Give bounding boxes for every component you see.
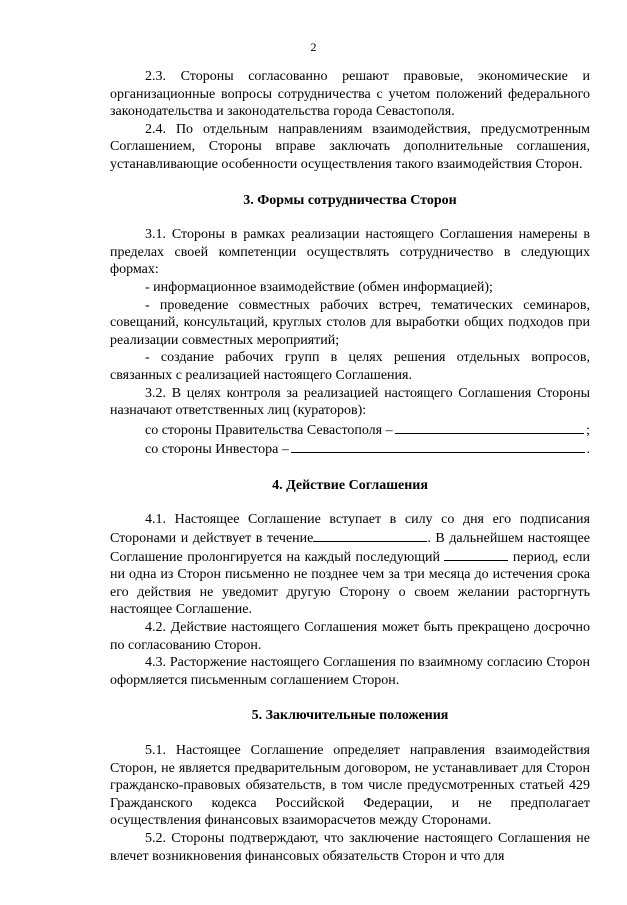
curator-government-label: со стороны Правительства Севастополя – xyxy=(145,422,393,438)
curator-government-line xyxy=(110,420,590,440)
curator-investor-line xyxy=(110,439,590,459)
document-body xyxy=(110,68,590,865)
clause-4-3: 4.3. Расторжение настоящего Соглашения по взаимному согласию Сторон оформляется письменным соглашением Сторон. xyxy=(110,655,590,688)
clause-4-1-part-b: . В дальнейшем настоящее Соглашение пролонгируется на каждый последующий xyxy=(110,531,590,565)
section-4-heading: 4. Действие Соглашения xyxy=(272,477,428,493)
curator-investor-label: со стороны Инвестора – xyxy=(145,442,289,458)
form-item-information: - информационное взаимодействие (обмен информацией); xyxy=(145,279,493,295)
curator-government-blank xyxy=(395,420,585,434)
clause-5-2: 5.2. Стороны подтверждают, что заключение настоящего Соглашения не влечет возникновения финансовых обязательств Сторон и что для xyxy=(110,830,590,864)
section-3-heading: 3. Формы сотрудничества Сторон xyxy=(243,192,457,208)
term-blank xyxy=(313,529,427,542)
curator-government-end: ; xyxy=(586,422,590,438)
curator-investor-blank xyxy=(291,439,585,453)
section-5-heading: 5. Заключительные положения xyxy=(251,708,449,724)
clause-2-4: 2.4. По отдельным направлениям взаимодействия, предусмотренным Соглашением, Стороны вправе заключать дополнительные соглашения, устанавливающие особенности осуществления такого взаимодействия Сторон. xyxy=(110,121,590,172)
clause-4-2: 4.2. Действие настоящего Соглашения может быть прекращено досрочно по согласованию Сторон. xyxy=(110,620,590,653)
clause-3-1: 3.1. Стороны в рамках реализации настоящего Соглашения намерены в пределах своей компетенции осуществлять сотрудничество в следующих формах: xyxy=(110,227,590,278)
clause-4-1-part-a: 4.1. Настоящее Соглашение вступает в силу со дня его подписания Сторонами и действует в течение xyxy=(110,512,590,547)
page-number: 2 xyxy=(310,40,317,54)
clause-5-1: 5.1. Настоящее Соглашение определяет направления взаимодействия Сторон, не является предварительным договором, не устанавливает для Сторон гражданско-правовых обязательств, в том числе предусмотренных статьей 429 Гражданского кодекса Российской Федерации, и не предполагает осуществления финансовых взаиморасчетов между Сторонами. xyxy=(110,743,590,829)
clause-3-2: 3.2. В целях контроля за реализацией настоящего Соглашения Стороны назначают ответственных лиц (кураторов): xyxy=(110,385,590,419)
prolongation-period-blank xyxy=(444,548,508,561)
clause-4-1-part-c: период, если ни одна из Сторон письменно не позднее чем за три месяца до истечения срока его действия не уведомит другую Сторону о своем желании расторгнуть настоящее Соглашение. xyxy=(110,549,590,618)
clause-4-1 xyxy=(110,511,590,619)
form-item-meetings: - проведение совместных рабочих встреч, тематических семинаров, совещаний, консультаций, круглых столов для выработки общих подходов при реализации совместных мероприятий; xyxy=(110,297,590,348)
form-item-working-groups: - создание рабочих групп в целях решения отдельных вопросов, связанных с реализацией настоящего Соглашения. xyxy=(110,350,590,383)
curator-investor-end: . xyxy=(586,442,590,458)
clause-2-3: 2.3. Стороны согласованно решают правовые, экономические и организационные вопросы сотрудничества с учетом положений федерального законодательства и законодательства города Севастополя. xyxy=(110,69,590,120)
